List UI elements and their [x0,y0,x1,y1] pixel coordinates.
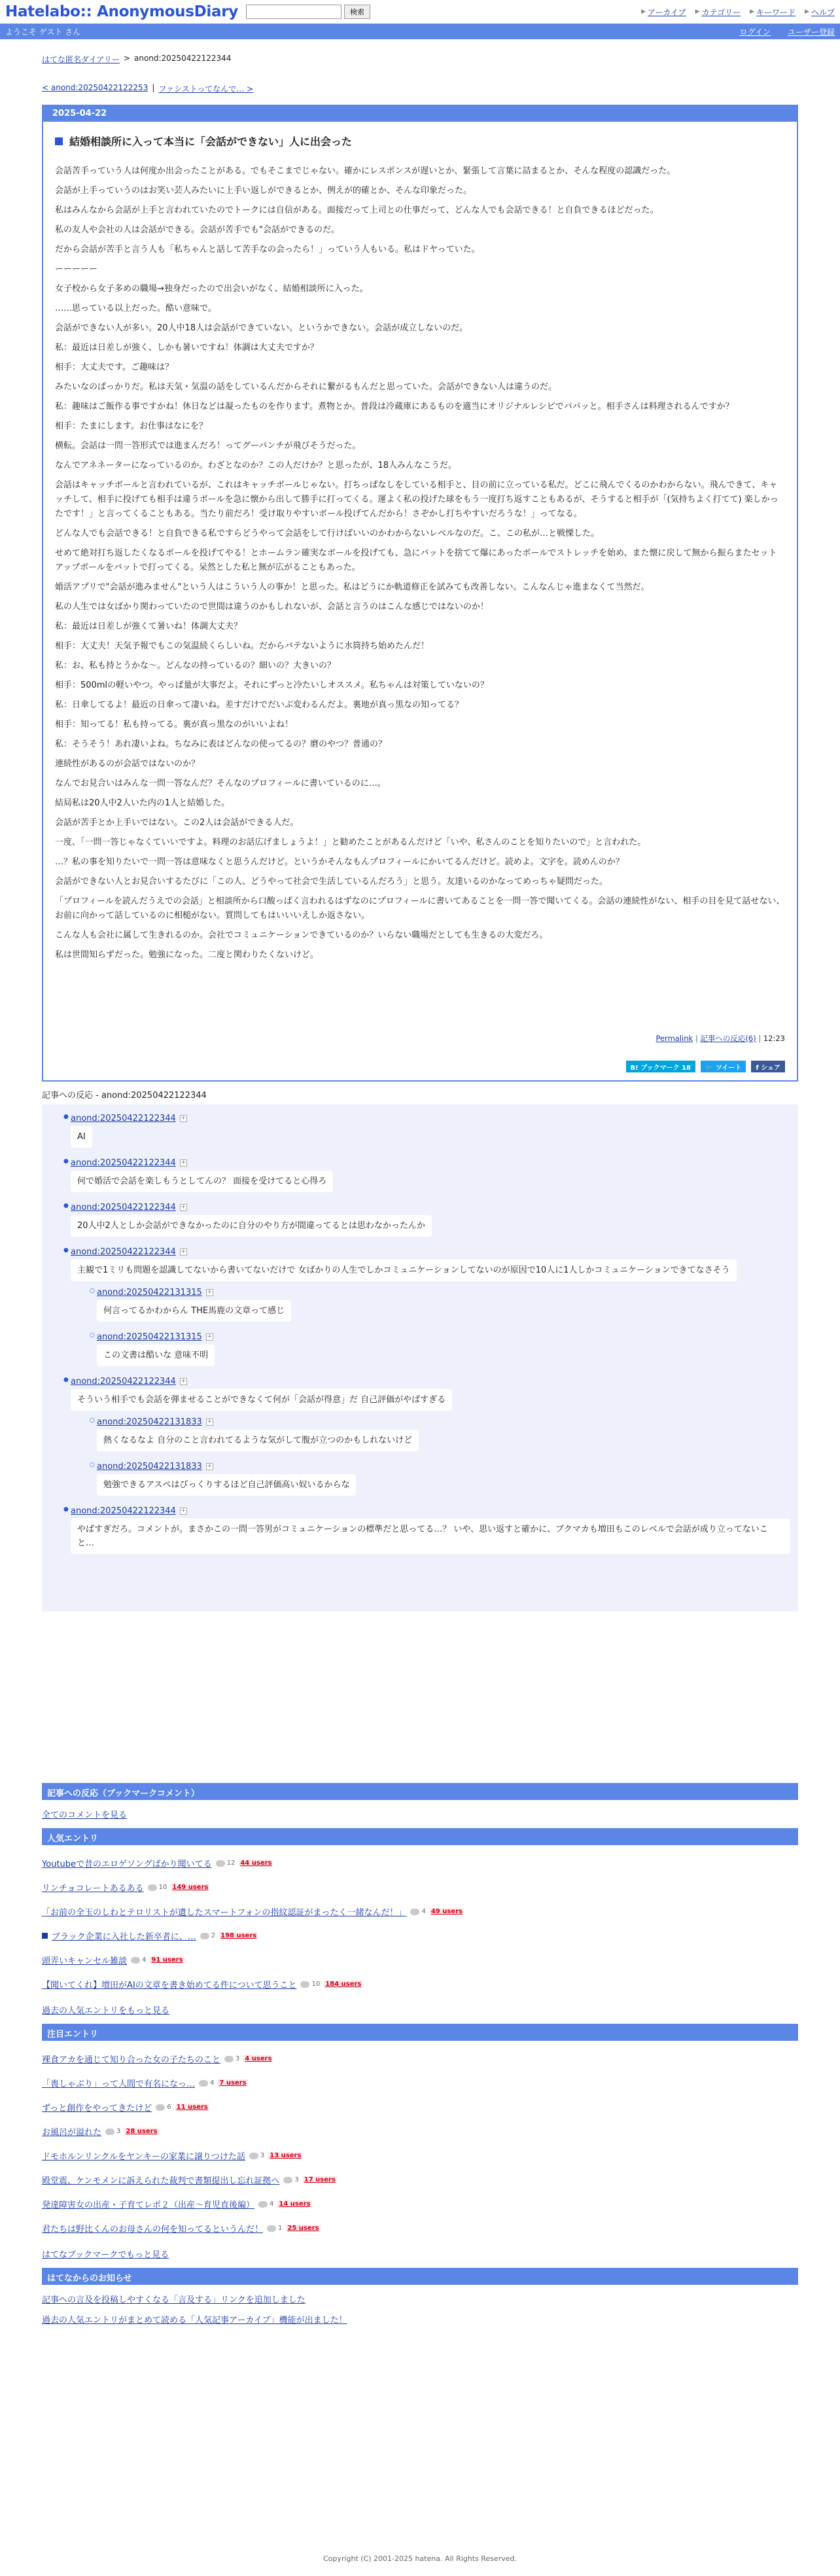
comment-count-value: 10 [311,1981,321,1988]
article-paragraph: 会話ができない人が多い。20人中18人は会話ができていない。というかできない。会話が成立しないのだ。 [55,323,468,333]
article-paragraph: なんでアネネーターになっているのか。わざとなのか？この人だけか？と思ったが、18人みんなこうだ。 [55,461,457,470]
comment-count-value: 10 [158,1884,167,1891]
nav-keyword-link[interactable]: キーワード [756,7,796,17]
response-text: 20人中2人としか会話ができなかったのに自分のやり方が間違ってるとは思わなかったんか [71,1215,432,1237]
bookmark-users-badge[interactable]: 91 users [151,1956,183,1964]
article-paragraph: 会話が上手っていうのはお笑い芸人みたいに上手い返しができるとか、例えが的確とか、そんな印象だった。 [55,186,472,196]
bookmark-users-badge[interactable]: 49 users [430,1908,463,1915]
popular-list [42,1857,798,1990]
entry-title-link[interactable]: ドモホルンリンクルをヤンキーの家業に譲りつけた話 [42,2152,245,2162]
nested-responses [71,1417,798,1496]
article-paragraph: 女子校から女子多めの職場→独身だったので出会いがなく、結婚相談所に入った。 [55,284,368,294]
response-id-link[interactable]: ● anond:20250422122344 [71,1247,176,1257]
news-link[interactable]: 過去の人気エントリがまとめて読める「人気記事アーカイブ」機能が出ました！ [42,2316,347,2325]
bookmark-users-badge[interactable]: 17 users [304,2176,336,2183]
comment-bubble-icon [200,1933,209,1939]
nested-responses [71,1288,798,1366]
comment-count [224,2055,239,2062]
bookmark-users-badge[interactable]: 14 users [279,2200,311,2208]
response-id-link[interactable]: ● anond:20250422122344 [71,1158,176,1168]
bookmark-users-badge[interactable]: 149 users [172,1884,209,1891]
entry-row [42,1930,798,1942]
article-paragraph: 私：最近は日差しが強くて暑いね！体調大丈夫？ [55,622,243,631]
response-header [71,1377,798,1386]
article-paragraph: 私：そうそう！あれ凄いよね。ちなみに表はどんなの使ってるの？磨のやつ？普通の？ [55,739,387,749]
comment-count-value: 3 [235,2055,240,2062]
prev-next-sep: | [152,83,155,92]
comment-count-value: 1 [278,2225,283,2232]
response-header [71,1158,798,1168]
bookmark-users-badge[interactable]: 25 users [287,2225,319,2232]
comment-bubble-icon [216,1860,225,1867]
comment-count [200,1932,215,1939]
response-text: この文書は酷いな 意味不明 [97,1345,215,1366]
response-id-link[interactable]: ○ anond:20250422131315 [97,1288,202,1297]
all-comments-link[interactable]: 全てのコメントを見る [42,1810,128,1820]
expand-icon[interactable]: + [207,1463,213,1470]
article-paragraph: みたいなのばっかりだ。私は天気・気温の話をしているんだからそれに繋がるもんだと思っていた。会話ができない人は違うのだ。 [55,382,557,392]
comment-count [258,2200,273,2208]
article-body [43,122,797,1080]
nav-archive[interactable] [641,7,686,18]
article-paragraph: 連続性があるのが会話ではないのか？ [55,759,200,769]
comment-bubble-icon [224,2056,234,2062]
post-time: 12:23 [763,1034,785,1043]
top-nav [641,7,835,18]
breadcrumb-current: anond:20250422122344 [133,54,232,63]
article-paragraph: 横転。会話は一問一答形式では進まんだろ！ってグーパンチが飛びそうだった。 [55,441,361,451]
article-paragraph: ーーーーー [55,264,98,274]
article-paragraph: 会話苦手っていう人は何度か出会ったことがある。でもそこまでじゃない。確かにレスポンスが遅いとか、緊張して言葉に詰まるとか、そんな程度の認識だった。 [55,166,676,176]
expand-icon[interactable]: + [181,1115,186,1121]
comment-count-value: 4 [421,1908,426,1915]
article [42,105,798,1082]
entry-row [42,1905,798,1918]
comment-count [216,1860,236,1867]
response-header [71,1114,798,1123]
bookmark-users-badge[interactable]: 198 users [220,1932,257,1939]
popular-more-link[interactable]: 過去の人気エントリをもっと見る [42,2006,170,2016]
welcome-text: ようこそ ゲスト さん [5,27,81,37]
main-content [42,54,798,2325]
expand-icon[interactable]: + [207,1289,213,1296]
expand-icon[interactable]: + [181,1248,186,1255]
article-title[interactable] [55,133,785,149]
comment-count-value: 3 [294,2176,299,2183]
entry-row [42,1978,798,1990]
article-paragraph: せめて絶対打ち返したくなるボールを投げてやる！とホームラン確実なボールを投げても、急にバットを捨てて爆にあったボールでストレッチを始め、また懐に戻して無から振らまたセットアップボールをバットで打ってくる。呆然とした私と無が広がることもあった。 [55,548,777,573]
response-item [71,1114,798,1148]
nav-category[interactable] [695,7,741,18]
entry-row [42,1881,798,1894]
welcome-bar [0,24,840,39]
response-header [97,1417,798,1427]
comment-count-value: 4 [270,2200,274,2208]
news-link[interactable]: 記事への言及を投稿しやすくなる「言及する」リンクを追加しました [42,2295,306,2305]
response-item [71,1506,798,1554]
comment-bubble-icon [156,2104,165,2111]
comment-count [410,1908,425,1915]
bookmark-users-badge[interactable]: 184 users [325,1981,362,1988]
article-paragraph: 一度、「一問一答じゃなくていいですよ。料理のお話広げましょうよ！」と勧めたことがあるんだけど「いや、私さんのことを知りたいので」と言われた。 [55,838,646,847]
comment-bubble-icon [410,1909,419,1915]
response-id-link[interactable]: ○ anond:20250422131833 [97,1417,202,1427]
response-header [71,1203,798,1212]
bookmark-users-badge[interactable]: 7 users [219,2079,247,2087]
article-paragraph: 私：最近は日差しが強く、しかも暑いですね！体調は大丈夫ですか？ [55,343,319,353]
article-paragraph: 会話ができない人とお見合いするたびに「この人、どうやって社会で生活しているんだろう」と思う。友達いるのかなってめっちゃ疑問だった。 [55,877,608,887]
response-id-link[interactable]: ● anond:20250422122344 [71,1203,176,1212]
nav-keyword[interactable] [750,7,796,18]
breadcrumb-sep: > [123,54,130,63]
response-id-link[interactable]: ● anond:20250422122344 [71,1114,176,1123]
comment-count-value: 12 [226,1860,236,1867]
nav-archive-link[interactable]: アーカイブ [647,7,686,17]
article-title-text[interactable]: 結婚相談所に入って本当に「会話ができない」人に出会った [69,135,353,148]
comment-count-value: 4 [142,1956,147,1964]
login-link[interactable]: ログイン [739,27,771,37]
article-paragraph: ……思っている以上だった。酷い意味で。 [55,304,217,313]
header [0,0,840,24]
featured-more-link[interactable]: はてなブックマークでもっと見る [42,2250,169,2260]
breadcrumb-root[interactable]: はてな匿名ダイアリー [42,55,120,64]
comment-bubble-icon [267,2225,276,2232]
comment-count [249,2152,264,2159]
response-text: 何で婚活で会話を楽しもうとしてんの？ 面接を受けてると心得ろ [71,1171,333,1192]
comment-count [156,2104,171,2111]
response-text: 熱くなるなよ 自分のこと言われてるような気がして腹が立つのかもしれないけど [97,1430,419,1451]
expand-icon[interactable]: + [181,1159,186,1166]
permalink-link[interactable]: Permalink [656,1034,693,1043]
entry-title-link[interactable]: ブラック企業に入社した新卒者に、… [52,1932,196,1942]
article-paragraph: こんな人も会社に属して生きれるのか。会社でコミュニケーションできているのか？いらない職場だとしても生きるの大変だろ。 [55,930,548,940]
entry-row [42,1954,798,1966]
entry-title-link[interactable]: 発達障害女の出産・子育てレポ２（出産〜育児直後編） [42,2200,255,2210]
expand-icon[interactable]: + [207,1333,213,1340]
comment-count-value: 3 [260,2152,265,2159]
response-item [71,1377,798,1496]
register-link[interactable]: ユーザー登録 [787,27,835,37]
square-bullet-icon [42,1933,48,1939]
response-text: そういう相手でも会話を弾ませることができなくて何が「会話が得意」だ 自己評価がやばすぎる [71,1389,452,1411]
footer-sep: | [758,1034,761,1043]
article-paragraph: 相手：知ってる！私も持ってる。裏が真っ黒なのがいいよね！ [55,720,294,730]
reactions-heading: 記事への反応 - anond:20250422122344 [42,1091,207,1101]
comment-count [148,1884,167,1891]
article-paragraph: どんな人でも会話できる！と自負できる私ですらどうやって会話をして行けばいいのかわからないレベルなのだ。こ、この私が…と戦慄した。 [55,529,600,538]
bookmark-users-badge[interactable]: 44 users [240,1860,272,1867]
article-paragraph: 婚活アプリで"会話が進みません"という人はこういう人の事か！と思った。私はどうにか軌道修正を試みても改善しない。こんなんじゃ進まなくて当然だ。 [55,582,650,592]
response-text: AI [71,1126,92,1148]
copyright: Copyright (C) 2001-2025 hatena. All Rights Reserved. [323,2554,517,2563]
comment-count-value: 4 [210,2079,215,2087]
response-item [97,1417,798,1451]
comment-bubble-icon [131,1957,140,1964]
facebook-share-button[interactable]: f シェア [751,1061,785,1072]
response-item [71,1158,798,1192]
news-item [42,2293,798,2305]
expand-icon[interactable]: + [181,1508,186,1514]
reactions-link[interactable]: 記事への反応(6) [700,1034,756,1043]
article-paragraph: 相手：500mlの軽いやつ。やっぱ量が大事だよ。それにずっと冷たいしオススメ。私ちゃんは対策していないの？ [55,680,489,690]
responses-list [42,1114,798,1554]
comment-bubble-icon [283,2177,292,2183]
article-paragraph: 結局私は20人中2人いた内の1人と結婚した。 [55,798,230,808]
share-buttons [55,1061,785,1074]
arrow-icon: ▶ [641,9,646,15]
search-button[interactable]: 検索 [344,5,370,19]
arrow-icon: ▶ [750,9,755,15]
comment-bubble-icon [199,2080,208,2087]
entry-row [42,2077,798,2089]
article-paragraph: 会話はキャッチボールと言われているが、これはキャッチボールじゃない。打ちっぱなしをしている相手と、目の前に立っている私だ。どこに飛んでくるのかわからない。飛んできて、キャッチして、相手に投げても相手は違うボールを急に懐から出して勝手に打ってくる。運よく私の投げた球をもう一度打ち返すこともあるが、そうすると相手が「(気持ちよく打てて) 楽しかったです！」と言ってくることもある。当たり前だろ！受け取りやすいボール投げてんだから！さぞかし打ちやすいだろうな！」ってなる。 [55,480,779,519]
bookmark-users-badge[interactable]: 4 users [245,2055,272,2062]
response-text: やばすぎだろ。コメントが。まさかこの一問一答男がコミュニケーションの標準だと思ってる…？ いや、思い返すと確かに、ブクマカも増田もこのレベルで会話が成り立ってないこと… [71,1519,790,1554]
article-paragraphs [55,164,785,962]
article-paragraph: 相手：たまにします。お仕事はなにを？ [55,421,207,431]
entry-title-link[interactable]: お風呂が溢れた [42,2128,102,2138]
ad-spacer [42,1612,798,1783]
nav-help-link[interactable]: ヘルプ [811,7,835,17]
article-paragraph: 私の友人や会社の人は会話ができる。会話が苦手でも"会話ができるのだ。 [55,225,340,235]
entry-title-link[interactable]: 君たちは野比くんのお母さんの何を知ってるというんだ！ [42,2225,264,2234]
entry-row [42,2149,798,2162]
entry-title-link[interactable]: 裸食アカを通じて知り合った女の子たちのこと [42,2055,220,2065]
entry-row [42,2053,798,2065]
entry-row [42,2198,798,2210]
article-paragraph: 相手：大丈夫！天気予報でもこの気温続くらしいね。だからバテないように水筒持ち始めたんだ！ [55,641,430,651]
comment-bubble-icon [249,2153,258,2159]
response-item [71,1247,798,1366]
expand-icon[interactable]: + [207,1419,213,1425]
response-id-link[interactable]: ● anond:20250422122344 [71,1377,176,1386]
response-header [97,1288,798,1297]
article-paragraph: 相手：大丈夫です。ご趣味は？ [55,362,173,372]
comment-count [300,1981,320,1988]
response-header [97,1332,798,1342]
all-comments-row [42,1808,798,1820]
nav-category-link[interactable]: カテゴリー [701,7,741,17]
comment-bubble-icon [258,2201,268,2208]
article-paragraph: 私の人生では女ばかり関わっていたので世間は違うのかもしれないが、会話と言うのはこんな感じではないのか！ [55,602,489,612]
comment-bubble-icon [105,2128,114,2135]
response-header [71,1247,798,1257]
response-id-link[interactable]: ● anond:20250422122344 [71,1506,176,1516]
hatena-bookmark-button[interactable]: B! ブックマーク 18 [626,1061,695,1072]
article-paragraph: 会話が苦手とか上手いではない。この2人は会話ができる人だ。 [55,818,299,828]
entry-title-link[interactable]: リンチョコレートあるある [42,1884,144,1894]
bookmark-users-badge[interactable]: 13 users [270,2152,302,2159]
popular-heading: 人気エントリ [42,1828,798,1845]
news-item [42,2313,798,2325]
comment-count [105,2128,120,2135]
nav-help[interactable] [805,7,835,18]
article-paragraph: 私：お、私も持とうかな〜。どんなの持っているの？細いの？大きいの？ [55,661,336,671]
response-id-link[interactable]: ○ anond:20250422131315 [97,1332,202,1342]
expand-icon[interactable]: + [181,1378,186,1385]
entry-title-link[interactable]: 「喪しゃぶり」って人間で有名になっ… [42,2079,196,2089]
square-bullet-icon [55,137,63,145]
arrow-icon: ▶ [805,9,809,15]
entry-title-link[interactable]: 「お前の全玉のしわとテロリストが遺したスマートフォンの指紋認証がまったく一緒なんだ！」 [42,1908,407,1918]
article-paragraph: 「プロフィールを読んだうえでの会話」と相談所から口酸っぱく言われるはずなのにプロフィールに書いてあることを一問一答で聞いてくる。会話の連続性がない、相手の目を見て話せない、お前に向かって話しているのに相槌がない。質問してもはいいいえしか返さない。 [55,896,785,921]
entry-title-link[interactable]: 頭弄いキャンセル雑談 [42,1956,128,1966]
article-paragraph: なんでお見合いはみんな一問一答なんだ？そんなのプロフィールに書いているのに…。 [55,779,386,788]
response-header [71,1506,798,1516]
article-paragraph: …？私の事を知りたいで一問一答は意味なくと思うんだけど。というかそんなもんプロフィールにかいてるんだけど。読めよ。文字を。読めんのか？ [55,857,624,867]
bookmark-comments-heading: 記事への反応（ブックマークコメント） [42,1783,798,1800]
comment-count [131,1956,146,1964]
entry-row [42,2174,798,2186]
response-item [97,1462,798,1496]
response-text: 何言ってるかわからん THE馬鹿の文章って感じ [97,1300,291,1322]
responses-panel [42,1104,798,1612]
comment-count-value: 2 [211,1932,216,1939]
comment-count [283,2176,298,2183]
comment-count-value: 6 [167,2104,171,2111]
footer-sep: | [695,1034,698,1043]
breadcrumb [42,54,798,65]
comment-bubble-icon [148,1884,157,1891]
next-entry-link[interactable]: ファシストってなんで… > [158,84,254,94]
search-form [246,5,370,19]
site-logo[interactable]: Hatelabo:: AnonymousDiary [5,3,238,20]
featured-heading: 注目エントリ [42,2024,798,2041]
popular-more-row [42,2003,798,2016]
expand-icon[interactable]: + [181,1204,186,1210]
featured-list [42,2053,798,2234]
entry-title-link[interactable]: 【聞いてくれ】増田がAIの文章を書き始めてる件について思うこと [42,1981,297,1990]
article-date: 2025-04-22 [43,106,797,122]
response-item [97,1332,798,1366]
article-paragraph: 私：日傘してるよ！最近の日傘って凄いね。差すだけでだいぶ変わるんだよ。裏地が真っ黒なの知ってる？ [55,700,464,710]
comment-bubble-icon [300,1981,309,1988]
bookmark-users-badge[interactable]: 28 users [126,2128,158,2135]
article-paragraph: だから会話が苦手と言う人も「私ちゃんと話して苦手なの会ったら！」っていう人もいる。私はドヤっていた。 [55,245,480,255]
entry-title-link[interactable]: ずっと創作をやってきたけど [42,2104,152,2113]
search-input[interactable] [246,5,341,19]
response-text: 勉強できるアスペはびっくりするほど自己評価高い奴いるからな [97,1474,356,1496]
entry-title-link[interactable]: Youtubeで昔のエロゲソングばかり聞いてる [42,1860,212,1869]
response-text: 主観で1ミリも問題を認識してないから書いてないだけで 女ばかりの人生でしかコミュニケーションしてないのが原因で10人に1人しかコミュニケーションできてなさそう [71,1260,737,1281]
article-paragraph: 私：趣味はご飯作る事ですかね！休日などは凝ったものを作ります。煮物とか。普段は冷蔵庫にあるものを適当にオリジナルレシピでパパッと。相手さんは料理されるんですか？ [55,402,734,412]
comment-count [199,2079,214,2087]
featured-more-row [42,2248,798,2260]
comment-count [267,2225,282,2232]
response-item [71,1203,798,1237]
article-footer [55,1033,785,1044]
tweet-button[interactable]: 🐦 ツイート [701,1061,746,1072]
entry-title-link[interactable]: 殿堂震、ケンモメンに訴えられた裁判で書類提出し忘れ証拠へ [42,2176,280,2186]
entry-row [42,2125,798,2138]
comment-count-value: 3 [116,2128,121,2135]
entry-row [42,1857,798,1869]
entry-row [42,2222,798,2234]
article-paragraph: 私は世間知らずだった。勉強になった。二度と関わりたくないけど。 [55,950,319,960]
prev-entry-link[interactable]: < anond:20250422122253 [42,83,149,92]
prev-next-nav [42,83,798,94]
bookmark-users-badge[interactable]: 11 users [176,2104,208,2111]
news-heading: はてなからのお知らせ [42,2268,798,2285]
entry-row [42,2101,798,2113]
response-header [97,1462,798,1472]
response-item [97,1288,798,1322]
article-paragraph: 私はみんなから会話が上手と言われていたのでトークには自信がある。面接だって上司との仕事だって、どんな人でも会話できる！と自負できるほどだった。 [55,205,659,215]
arrow-icon: ▶ [695,9,700,15]
response-id-link[interactable]: ○ anond:20250422131833 [97,1462,202,1472]
